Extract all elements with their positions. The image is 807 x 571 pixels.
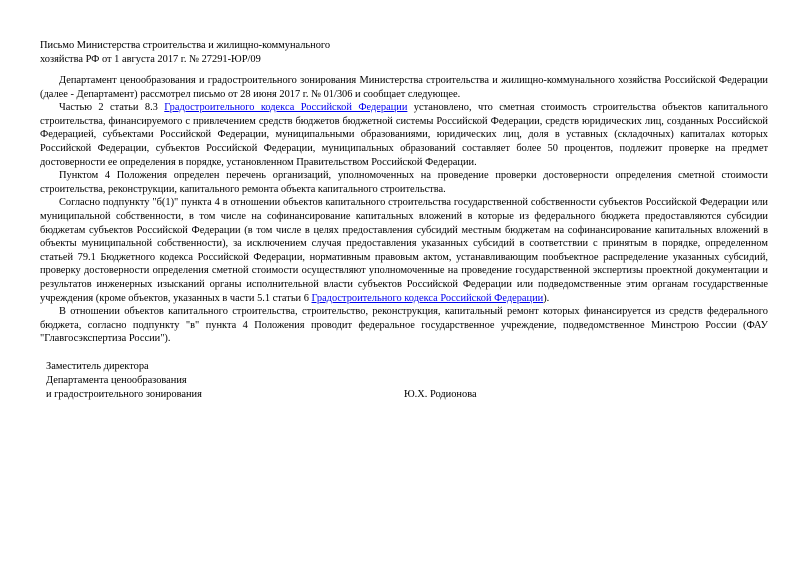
signature-position-line-3: и градостроительного зонирования bbox=[46, 388, 202, 400]
paragraph-2 bbox=[40, 101, 768, 169]
paragraph-2-text-before: Частью 2 статьи 8.3 bbox=[59, 102, 165, 114]
paragraph-4 bbox=[40, 196, 768, 305]
document-title bbox=[40, 39, 768, 67]
paragraph-4-text-before: Согласно подпункту "б(1)" пункта 4 в отношении объектов капитального строительства государственной собственности субъектов Российской Федерации или муниципальной собственности, в том числе на софинансирование капитальных вложений в которые из федерального бюджета предоставляются субсидии бюджетам субъектов Российской Федерации (в том числе в целях предоставления субсидий местным бюджетам на софинансирование капитальных вложений в объекты муниципальной собственности), за исключением случая предоставления указанных субсидий в соответствии с принятым в порядке, определенном статьей 79.1 Бюджетного кодекса Российской Федерации, нормативным правовым актом, устанавливающим пообъектное распределение указанных субсидий, проверку достоверности определения сметной стоимости осуществляют уполномоченные на проведение государственной экспертизы проектной документации и результатов инженерных изысканий органы исполнительной власти субъектов Российской Федерации или подведомственные этим органам государственные учреждения (кроме объектов, указанных в части 5.1 статьи 6 bbox=[40, 197, 768, 304]
document-page bbox=[40, 39, 768, 402]
grad-code-link-1[interactable]: Градостроительного кодекса Российской Федерации bbox=[164, 102, 408, 114]
signature-position-line-1: Заместитель директора bbox=[46, 360, 149, 372]
paragraph-1: Департамент ценообразования и градостроительного зонирования Министерства строительства и жилищно-коммунального хозяйства Российской Федерации (далее - Департамент) рассмотрел письмо от 28 июня 2017 г. № 01/306 и сообщает следующее. bbox=[40, 75, 768, 100]
signature-block bbox=[46, 360, 496, 402]
paragraph-5: В отношении объектов капитального строительства, строительство, реконструкция, капитальный ремонт которых финансируется из средств федерального бюджета, согласно подпункту "в" пункта 4 Положения проводит федеральное государственное учреждение, подведомственное Минстрою России (ФАУ "Главгосэкспертиза России"). bbox=[40, 306, 768, 345]
grad-code-link-2[interactable]: Градостроительного кодекса Российской Федерации bbox=[311, 292, 544, 304]
signatory-name: Ю.Х. Родионова bbox=[404, 388, 477, 400]
paragraph-4-text-after: ). bbox=[543, 292, 550, 304]
title-line-2: хозяйства РФ от 1 августа 2017 г. № 27291-ЮР/09 bbox=[40, 54, 261, 65]
paragraph-2-text-after: установлено, что сметная стоимость строительства объектов капитального строительства, финансируемого с привлечением средств бюджетов бюджетной системы Российской Федерации, средств юридических лиц, созданных Российской Федерацией, субъектами Российской Федерации, муниципальными образованиями, юридических лиц, доля в уставных (складочных) капиталах которых Российской Федерации, субъектов Российской Федерации, муниципальных образований составляет более 50 процентов, подлежит проверке на предмет достоверности ее определения в порядке, установленном Правительством Российской Федерации. bbox=[40, 102, 768, 168]
paragraph-3: Пунктом 4 Положения определен перечень организаций, уполномоченных на проведение проверки достоверности определения сметной стоимости строительства, реконструкции, капитального ремонта объекта капитального строительства. bbox=[40, 170, 768, 195]
title-line-1: Письмо Министерства строительства и жилищно-коммунального bbox=[40, 40, 331, 51]
signature-position-line-2: Департамента ценообразования bbox=[46, 374, 187, 386]
